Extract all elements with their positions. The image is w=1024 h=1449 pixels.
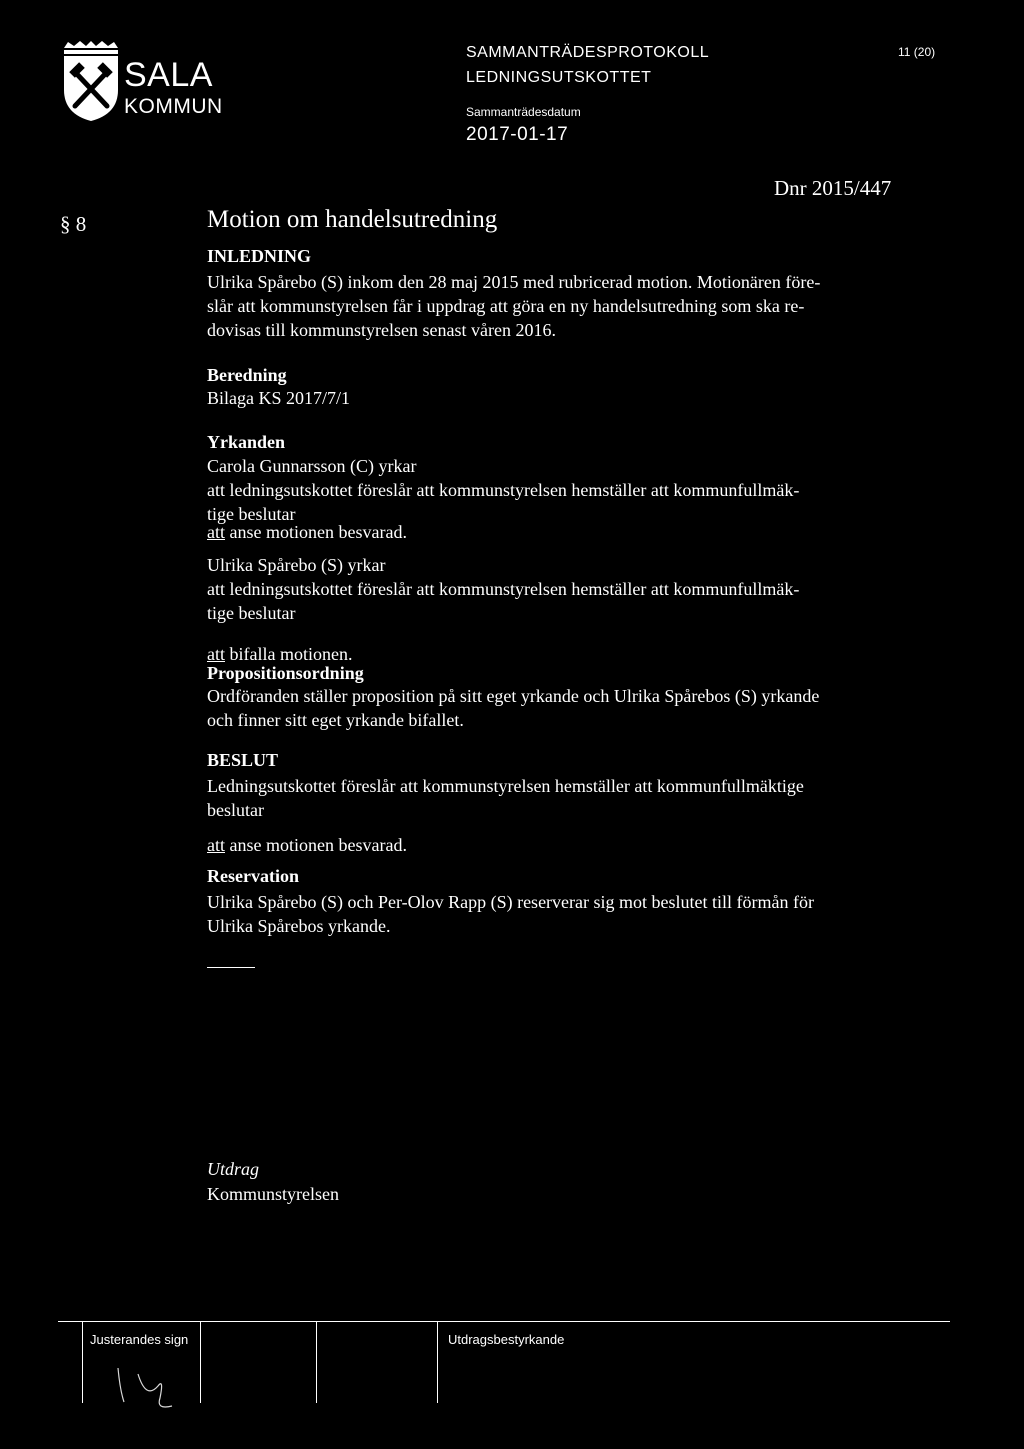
beredning-text: Bilaga KS 2017/7/1 [207, 388, 350, 408]
meeting-date: 2017-01-17 [466, 124, 569, 145]
utdrag-recipient: Kommunstyrelsen [207, 1184, 339, 1204]
inledning-text: Ulrika Spårebo (S) inkom den 28 maj 2015 med rubricerad motion. Motionären före- slår att kommunstyrelsen får i uppdrag att göra en ny handelsutredning som ska re- dovisas till kommunstyrelsen senast våren 2016. [207, 272, 821, 340]
att-clause-text: anse motionen besvarad. [225, 835, 407, 855]
inledning-heading: INLEDNING [207, 246, 312, 266]
handwritten-signature [110, 1360, 190, 1420]
page-number: 11 (20) [898, 45, 936, 59]
footer-table-top-border [58, 1321, 950, 1322]
att-prefix: att [207, 835, 225, 855]
utdragsbestyrkande-label: Utdragsbestyrkande [448, 1332, 565, 1347]
meeting-date-label: Sammanträdesdatum [466, 105, 581, 119]
propositionsordning-heading: Propositionsordning [207, 663, 364, 683]
section-title: Motion om handelsutredning [207, 206, 498, 233]
reservation-heading: Reservation [207, 866, 299, 886]
utdrag-label: Utdrag [207, 1159, 260, 1179]
beslut-att-clause [207, 833, 897, 857]
yrkande-carola-text: Carola Gunnarsson (C) yrkar att ledningsutskottet föreslår att kommunstyrelsen hemställer att kommunfullmäk- tige beslutar [207, 456, 800, 524]
end-of-section-rule [207, 967, 255, 968]
att-clause-text: bifalla motionen. [225, 644, 353, 664]
sala-coat-of-arms-logo [62, 40, 120, 122]
yrkande-ulrika-text: Ulrika Spårebo (S) yrkar att ledningsutskottet föreslår att kommunstyrelsen hemställer att kommunfullmäk- tige beslutar [207, 555, 800, 623]
diary-number: Dnr 2015/447 [774, 176, 892, 200]
att-clause-text: anse motionen besvarad. [225, 522, 407, 542]
section-number: § 8 [60, 212, 87, 236]
beredning-heading: Beredning [207, 365, 287, 385]
committee-name: LEDNINGSUTSKOTTET [466, 69, 652, 86]
beslut-text: Ledningsutskottet föreslår att kommunstyrelsen hemställer att kommunfullmäktige beslutar [207, 776, 804, 820]
propositionsordning-text: Ordföranden ställer proposition på sitt eget yrkande och Ulrika Spårebos (S) yrkande och finner sitt eget yrkande bifallet. [207, 686, 820, 730]
att-prefix: att [207, 522, 225, 542]
logo-wordmark-sala: SALA [124, 56, 213, 94]
footer-table-divider [437, 1321, 438, 1403]
yrkanden-heading: Yrkanden [207, 432, 286, 452]
beslut-heading: BESLUT [207, 750, 279, 770]
att-prefix: att [207, 644, 225, 664]
yrkande-carola-att-clause [207, 520, 897, 544]
footer-table-divider [82, 1321, 83, 1403]
reservation-text: Ulrika Spårebo (S) och Per-Olov Rapp (S) reserverar sig mot beslutet till förmån för Ulrika Spårebos yrkande. [207, 892, 814, 936]
footer-table-divider [200, 1321, 201, 1403]
footer-table-divider [316, 1321, 317, 1403]
logo-wordmark-kommun: KOMMUN [124, 95, 223, 118]
justerandes-sign-label: Justerandes sign [90, 1332, 189, 1347]
document-type: SAMMANTRÄDESPROTOKOLL [466, 44, 710, 61]
